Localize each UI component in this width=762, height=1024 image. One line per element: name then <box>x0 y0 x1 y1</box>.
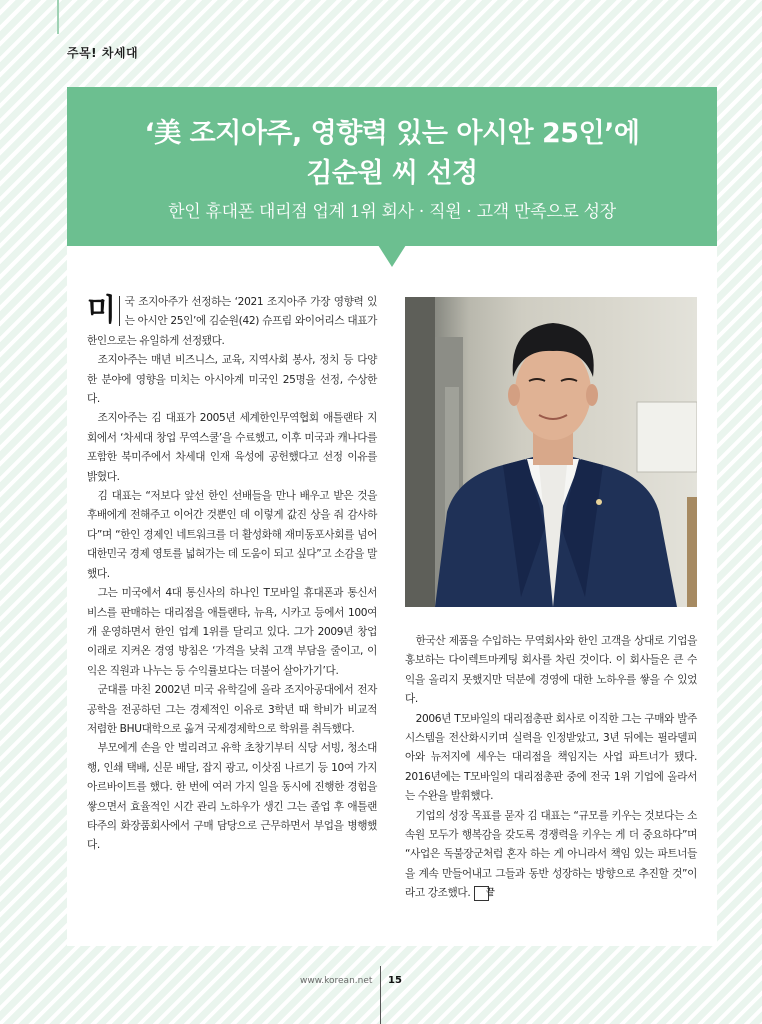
article-left-column <box>87 293 377 856</box>
headline-subtitle: 한인 휴대폰 대리점 업계 1위 회사 · 직원 · 고객 만족으로 성장 <box>168 202 616 222</box>
section-label: 주목! 차세대 <box>67 46 139 60</box>
end-mark-icon: 끝 <box>474 886 489 901</box>
headline-title-line2: 김순원 씨 선정 <box>306 158 478 189</box>
article-paragraph-7: 부모에게 손을 안 벌리려고 유학 초창기부터 식당 서빙, 청소대행, 인쇄 택배, 신문 배달, 잡지 광고, 이삿짐 나르기 등 10여 가지 아르바이트를 했다. 한 번에 여러 가지 일을 동시에 진행한 경험을 쌓으면서 효율적인 시간 관리 노하우가 생긴 그는 졸업 후 애틀랜타주의 화장품회사에서 구매 담당으로 근무하면서 부업을 병행했다. <box>87 742 377 852</box>
article-paragraph-6: 군대를 마친 2002년 미국 유학길에 올라 조지아공대에서 전자공학을 전공하던 그는 경제적인 이유로 3학년 때 학비가 비교적 저렴한 BHU대학으로 옮겨 국제경제학으로 학위를 취득했다. <box>87 684 377 735</box>
article-right-column <box>405 632 697 904</box>
article-paragraph-8: 한국산 제품을 수입하는 무역회사와 한인 고객을 상대로 기업을 홍보하는 다이렉트마케팅 회사를 차린 것이다. 이 회사들은 큰 수익을 올리지 못했지만 덕분에 경영에 대한 노하우를 쌓을 수 있었다. <box>405 635 697 706</box>
paragraph-1-text: 국 조지아주가 선정하는 ‘2021 조지아주 가장 영향력 있는 아시안 25인’에 김순원(42) 슈프림 와이어리스 대표가 한인으로는 유일하게 선정됐다. <box>87 296 377 347</box>
article-paragraph-3: 조지아주는 김 대표가 2005년 세계한인무역협회 애틀랜타 지회에서 ‘차세대 창업 무역스쿨’을 수료했고, 이후 미국과 캐나다를 포함한 북미주에서 차세대 인재 육성에 공헌했다고 선정 이유를 밝혔다. <box>87 412 377 483</box>
article-paragraph-5: 그는 미국에서 4대 통신사의 하나인 T모바일 휴대폰과 통신서비스를 판매하는 대리점을 애틀랜타, 뉴욕, 시카고 등에서 100여 개 운영하면서 한인 업계 1위를 달리고 있다. 그가 2009년 창업 이래로 지켜온 경영 방침은 ‘가격을 낮춰 고객 부담을 줄이고, 이익은 직원과 나누는 등 수익률보다는 더불어 살아가기’다. <box>87 587 377 677</box>
footer-site-url: www.korean.net <box>300 976 373 986</box>
article-paragraph-4: 김 대표는 “저보다 앞선 한인 선배들을 만나 배우고 받은 것을 후배에게 전해주고 이어간 것뿐인 데 이렇게 값진 상을 줘 감사하다”며 “한인 경제인 네트워크를 더 활성화해 재미동포사회를 넘어 대한민국 경제 영토를 넓혀가는 데 도움이 되고 싶다”고 소감을 말했다. <box>87 490 377 580</box>
page-number: 15 <box>388 975 402 986</box>
banner-arrow <box>378 245 406 267</box>
article-paragraph-9: 2006년 T모바일의 대리점총판 회사로 이직한 그는 구매와 발주 시스템을 전산화시키며 실력을 인정받았고, 3년 뒤에는 필라델피아와 뉴저지에 세우는 대리점을 책임지는 사업 파트너가 됐다. 2016년에는 T모바일의 대리점총판 중에 전국 1위 기업에 올라서는 수완을 발휘했다. <box>405 712 697 803</box>
portrait-photo <box>405 297 697 607</box>
footer-divider <box>380 966 381 1024</box>
article-page <box>67 87 717 946</box>
portrait-illustration <box>405 297 697 607</box>
page-edge-line <box>57 0 59 34</box>
paragraph-10-text: 기업의 성장 목표를 묻자 김 대표는 “규모를 키우는 것보다는 소속원 모두가 행복감을 갖도록 경쟁력을 키우는 게 더 중요하다”며 “사업은 독불장군처럼 혼자 하는 게 아니라서 책임 있는 파트너들을 계속 만들어내고 그들과 동반 성장하는 방향으로 추진할 것”이라고 강조했다. <box>405 809 697 900</box>
headline-title <box>67 114 717 194</box>
headline-title-line1: ‘美 조지아주, 영향력 있는 아시안 25인’에 <box>144 118 640 149</box>
drop-cap: 미 <box>87 296 120 326</box>
article-paragraph-1 <box>87 293 377 351</box>
article-paragraph-10 <box>405 807 697 904</box>
article-paragraph-2: 조지아주는 매년 비즈니스, 교육, 지역사회 봉사, 정치 등 다양한 분야에 영향을 미치는 아시아계 미국인 25명을 선정, 수상한다. <box>87 354 377 406</box>
headline-banner <box>67 87 717 246</box>
